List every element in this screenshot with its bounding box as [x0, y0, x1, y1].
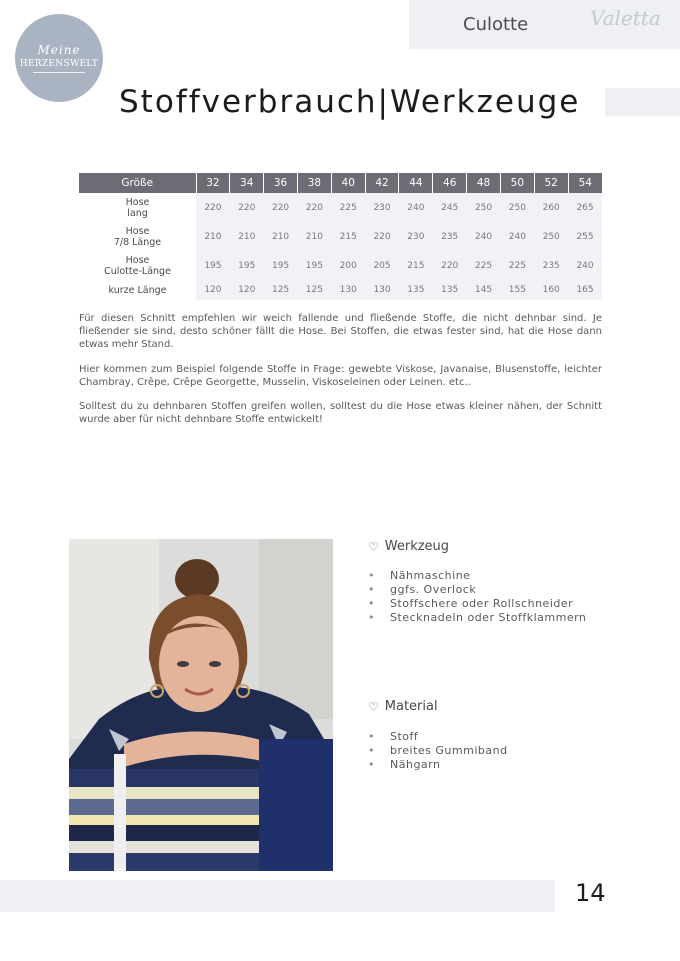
table-cell: 215 — [399, 251, 433, 280]
bullet-icon: • — [368, 569, 375, 582]
table-cell: 195 — [264, 251, 298, 280]
table-cell: 245 — [433, 193, 467, 222]
logo-wordmark: HERZENSWELT — [19, 59, 99, 69]
stretch-fabric-note: Solltest du zu dehnbaren Stoffen greifen wollen, solltest du die Hose etwas kleiner nähen, der Schnitt wurde aber für nicht dehnbare Stoffe entwickelt! — [79, 401, 602, 425]
list-item-text: Stecknadeln oder Stoffklammern — [390, 611, 587, 624]
table-cell: 220 — [365, 222, 399, 251]
table-cell: 195 — [230, 251, 264, 280]
bullet-icon: • — [368, 744, 375, 757]
table-cell: 210 — [264, 222, 298, 251]
werkzeug-heading — [368, 539, 449, 554]
row-label-line: Hose — [125, 196, 150, 208]
material-heading — [368, 699, 438, 714]
table-row — [79, 222, 602, 251]
size-header-label: Größe — [79, 173, 196, 193]
table-cell: 225 — [467, 251, 501, 280]
table-cell: 120 — [196, 280, 230, 300]
table-cell: 165 — [568, 280, 602, 300]
list-item — [368, 758, 508, 772]
fabric-consumption-table — [79, 173, 602, 300]
table-cell: 250 — [467, 193, 501, 222]
size-column-header: 54 — [568, 173, 602, 193]
table-cell: 210 — [230, 222, 264, 251]
table-cell: 205 — [365, 251, 399, 280]
table-cell: 225 — [500, 251, 534, 280]
size-column-header: 40 — [331, 173, 365, 193]
material-list — [368, 730, 508, 772]
table-cell: 210 — [196, 222, 230, 251]
row-label-line: Hose — [125, 225, 150, 237]
table-row — [79, 193, 602, 222]
table-cell: 220 — [433, 251, 467, 280]
table-cell: 220 — [230, 193, 264, 222]
size-column-header: 32 — [196, 173, 230, 193]
row-label-line: lang — [127, 207, 148, 219]
size-column-header: 52 — [534, 173, 568, 193]
table-cell: 215 — [331, 222, 365, 251]
table-cell: 260 — [534, 193, 568, 222]
fabric-recommendation-paragraph: Für diesen Schnitt empfehlen wir weich fallende und fließende Stoffe, die nicht dehnbar sind. Je fließender sie sind, desto schöner fällt die Hose. Bei Stoffen, die etwas fester sind, hat die Hose dann etwas mehr Stand. — [79, 313, 602, 350]
list-item — [368, 569, 586, 583]
list-item — [368, 583, 586, 597]
bullet-icon: • — [368, 730, 375, 743]
werkzeug-heading-text: Werkzeug — [384, 539, 450, 554]
logo-script-text: Meine — [37, 43, 81, 57]
row-label-line: Culotte-Länge — [104, 265, 171, 277]
title-accent-bar — [605, 88, 680, 116]
table-cell: 125 — [264, 280, 298, 300]
table-cell: 220 — [297, 193, 331, 222]
header-script-logo: Valetta — [590, 6, 661, 30]
table-cell: 220 — [264, 193, 298, 222]
table-cell: 225 — [331, 193, 365, 222]
table-cell: 240 — [500, 222, 534, 251]
row-label — [79, 251, 196, 280]
size-column-header: 48 — [467, 173, 501, 193]
bullet-icon: • — [368, 611, 375, 624]
table-cell: 200 — [331, 251, 365, 280]
material-heading-text: Material — [384, 699, 438, 714]
pattern-name: Culotte — [463, 14, 529, 35]
table-cell: 135 — [433, 280, 467, 300]
size-column-header: 38 — [297, 173, 331, 193]
brand-logo — [15, 14, 103, 102]
page-number: 14 — [575, 879, 606, 907]
list-item-text: ggfs. Overlock — [390, 583, 477, 596]
size-column-header: 50 — [500, 173, 534, 193]
table-cell: 250 — [534, 222, 568, 251]
list-item — [368, 597, 586, 611]
table-cell: 195 — [196, 251, 230, 280]
werkzeug-list — [368, 569, 586, 625]
table-cell: 240 — [568, 251, 602, 280]
list-item-text: Nähmaschine — [390, 569, 471, 582]
footer-bar — [0, 880, 555, 912]
row-label: kurze Länge — [79, 280, 196, 300]
table-cell: 220 — [196, 193, 230, 222]
table-cell: 135 — [399, 280, 433, 300]
row-label — [79, 193, 196, 222]
table-cell: 255 — [568, 222, 602, 251]
table-cell: 145 — [467, 280, 501, 300]
bullet-icon: • — [368, 597, 375, 610]
table-cell: 240 — [467, 222, 501, 251]
table-header-row — [79, 173, 602, 193]
table-cell: 265 — [568, 193, 602, 222]
table-row — [79, 280, 602, 300]
table-cell: 235 — [433, 222, 467, 251]
list-item-text: Stoff — [390, 730, 419, 743]
table-cell: 240 — [399, 193, 433, 222]
list-item-text: breites Gummiband — [390, 744, 508, 757]
table-cell: 160 — [534, 280, 568, 300]
fabric-examples-paragraph: Hier kommen zum Beispiel folgende Stoffe in Frage: gewebte Viskose, Javanaise, Blusenstoffe, leichter Chambray, Crêpe, Crêpe Georgette, Musselin, Viskoseleinen oder Leinen. etc.. — [79, 364, 602, 388]
table-cell: 250 — [500, 193, 534, 222]
list-item — [368, 611, 586, 625]
row-label-line: Hose — [125, 254, 150, 266]
table-cell: 230 — [365, 193, 399, 222]
portrait-illustration — [69, 539, 333, 871]
size-column-header: 34 — [230, 173, 264, 193]
designer-photo — [69, 539, 333, 871]
bullet-icon: • — [368, 758, 375, 771]
size-column-header: 46 — [433, 173, 467, 193]
table-cell: 210 — [297, 222, 331, 251]
list-item-text: Nähgarn — [390, 758, 441, 771]
size-column-header: 44 — [399, 173, 433, 193]
list-item — [368, 730, 508, 744]
list-item-text: Stoffschere oder Rollschneider — [390, 597, 574, 610]
row-label-line: 7/8 Länge — [113, 236, 162, 248]
table-cell: 235 — [534, 251, 568, 280]
table-cell: 155 — [500, 280, 534, 300]
table-cell: 195 — [297, 251, 331, 280]
table-cell: 230 — [399, 222, 433, 251]
size-column-header: 36 — [264, 173, 298, 193]
table-row — [79, 251, 602, 280]
list-item — [368, 744, 508, 758]
table-cell: 125 — [297, 280, 331, 300]
bullet-icon: • — [368, 583, 375, 596]
row-label — [79, 222, 196, 251]
table-cell: 120 — [230, 280, 264, 300]
page-title: Stoffverbrauch|Werkzeuge — [119, 84, 581, 120]
logo-underline — [33, 72, 85, 73]
size-column-header: 42 — [365, 173, 399, 193]
table-cell: 130 — [365, 280, 399, 300]
heart-icon: ♡ — [368, 539, 379, 554]
table-cell: 130 — [331, 280, 365, 300]
heart-icon: ♡ — [368, 699, 379, 714]
